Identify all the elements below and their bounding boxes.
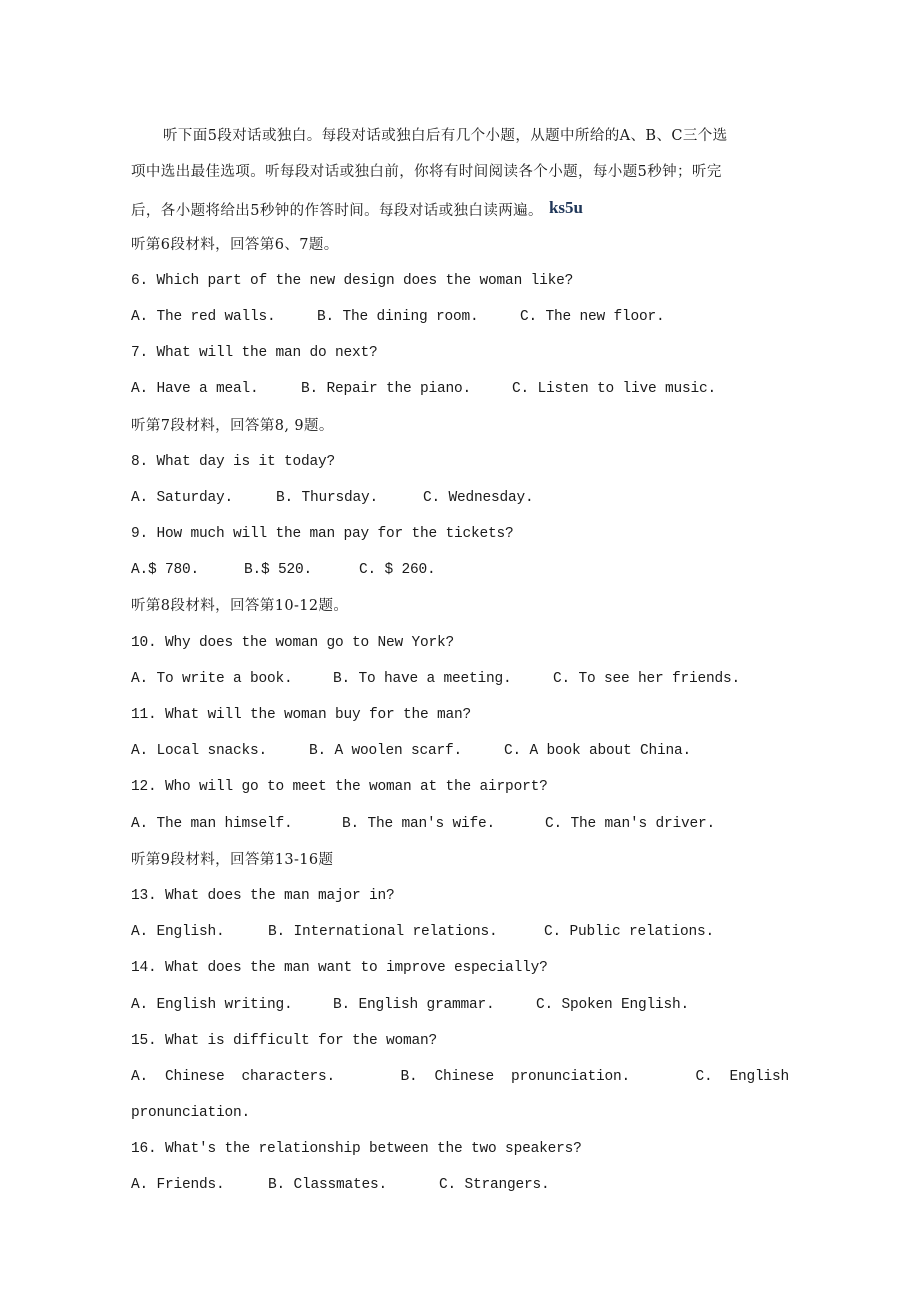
option-a: A. English. <box>131 924 225 941</box>
option-b: B.$ 520. <box>244 562 313 579</box>
option-c: C. $ 260. <box>359 562 436 579</box>
option-b: B. The dining room. <box>317 308 479 325</box>
exam-page <box>131 118 791 1204</box>
option-c: C. The new floor. <box>520 308 665 325</box>
option-b: B. Classmates. <box>268 1177 388 1194</box>
option-a: A. Saturday. <box>131 489 234 506</box>
option-a: A. Chinese characters. <box>131 1068 336 1085</box>
question-stem: 14. What does the man want to improve especially? <box>131 960 548 977</box>
option-c: C. Strangers. <box>439 1177 550 1194</box>
option-c: C. English <box>695 1068 789 1085</box>
section-heading: 听第6段材料，回答第6、7题。 <box>131 236 339 253</box>
section-heading: 听第7段材料，回答第8, 9题。 <box>131 417 334 434</box>
option-a: A. The red walls. <box>131 308 276 325</box>
option-a: A. English writing. <box>131 996 293 1013</box>
question-stem: 13. What does the man major in? <box>131 887 395 904</box>
watermark-logo: ks5u <box>548 198 583 218</box>
option-b: B. English grammar. <box>333 996 495 1013</box>
question-stem: 11. What will the woman buy for the man? <box>131 707 472 723</box>
question-stem: 12. Who will go to meet the woman at the airport? <box>131 779 548 796</box>
question-options <box>131 1167 791 1203</box>
option-b: B. To have a meeting. <box>333 670 512 687</box>
option-b: B. A woolen scarf. <box>309 743 463 760</box>
option-c: C. Listen to live music. <box>512 381 717 398</box>
option-continuation: pronunciation. <box>131 1105 251 1122</box>
option-b: B. Thursday. <box>276 489 379 506</box>
option-c: C. Wednesday. <box>423 489 534 506</box>
option-c: C. Public relations. <box>544 924 715 941</box>
section-heading: 听第8段材料，回答第10-12题。 <box>131 598 349 615</box>
section-heading: 听第9段材料，回答第13-16题 <box>131 851 334 868</box>
question-options <box>131 987 791 1023</box>
question-stem: 10. Why does the woman go to New York? <box>131 634 455 651</box>
option-b: B. Chinese pronunciation. <box>400 1068 631 1085</box>
question-options <box>131 806 791 842</box>
question-options <box>131 914 791 950</box>
instructions-line-2: 项中选出最佳选项。听每段对话或独白前，你将有时间阅读各个小题，每小题5秒钟；听完 <box>131 164 722 181</box>
question-stem: 15. What is difficult for the woman? <box>131 1032 438 1049</box>
question-stem: 6. Which part of the new design does the woman like? <box>131 272 574 289</box>
question-stem: 9. How much will the man pay for the tickets? <box>131 526 514 543</box>
option-b: B. Repair the piano. <box>301 381 472 398</box>
option-a: A. Friends. <box>131 1177 225 1194</box>
option-c: C. To see her friends. <box>553 670 741 687</box>
option-a: A. To write a book. <box>131 670 293 687</box>
question-options <box>131 480 791 516</box>
option-b: B. International relations. <box>268 924 498 941</box>
question-options <box>131 552 791 588</box>
question-stem: 16. What's the relationship between the two speakers? <box>131 1141 582 1158</box>
option-c: C. Spoken English. <box>536 996 690 1013</box>
question-options <box>131 1059 789 1095</box>
question-stem: 7. What will the man do next? <box>131 345 378 362</box>
option-a: A. Have a meal. <box>131 381 259 398</box>
question-options <box>131 371 791 407</box>
instructions-line-1: 听下面5段对话或独白。每段对话或独白后有几个小题，从题中所给的A、B、C三个选 <box>163 128 728 144</box>
option-b: B. The man's wife. <box>342 815 496 832</box>
question-options <box>131 299 791 335</box>
option-a: A.$ 780. <box>131 562 200 579</box>
question-options <box>131 661 791 697</box>
option-c: C. The man's driver. <box>545 815 716 832</box>
question-options <box>131 733 791 769</box>
option-c: C. A book about China. <box>504 743 692 760</box>
option-a: A. The man himself. <box>131 815 293 832</box>
option-a: A. Local snacks. <box>131 743 268 760</box>
question-stem: 8. What day is it today? <box>131 453 336 470</box>
instructions-line-3-text: 后，各小题将给出5秒钟的作答时间。每段对话或独白读两遍。 <box>131 203 543 220</box>
instructions-line-3 <box>131 190 791 226</box>
